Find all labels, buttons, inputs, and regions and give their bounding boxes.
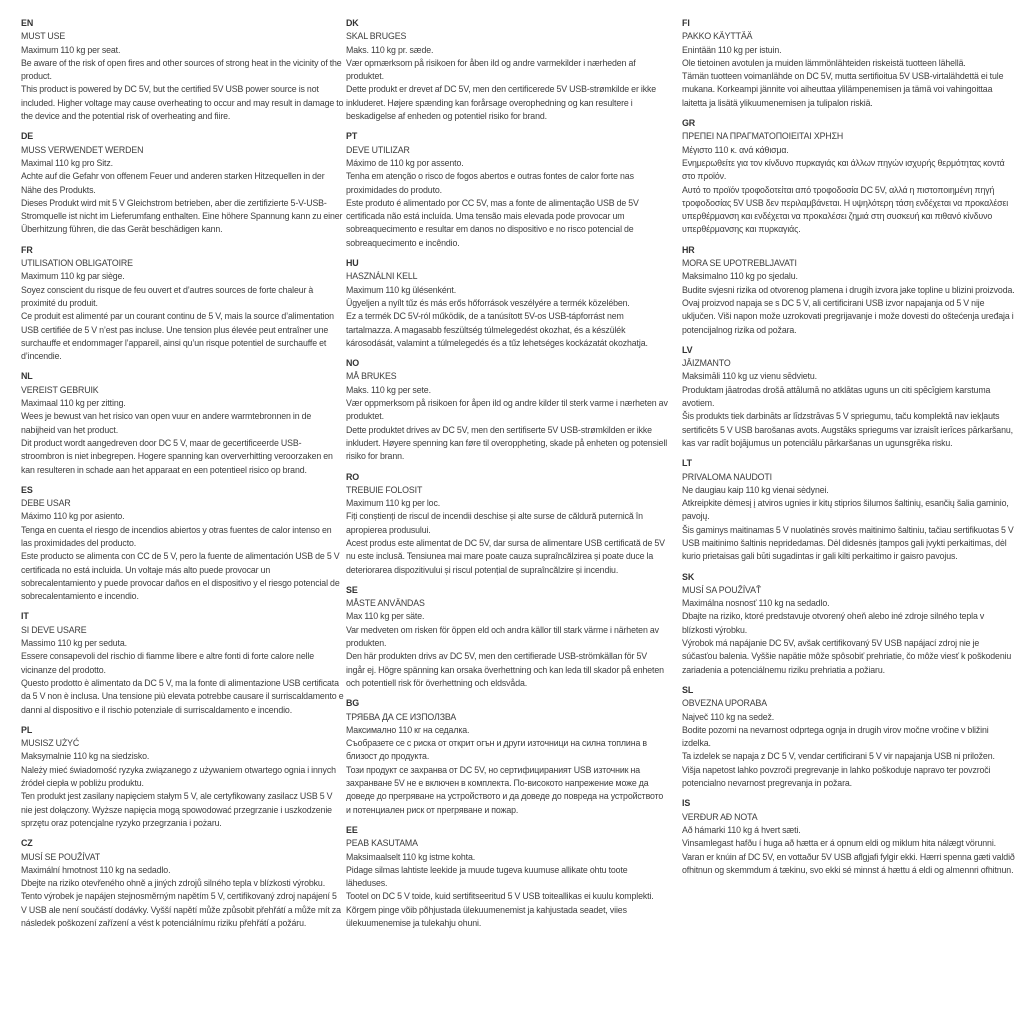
language-code: DE — [21, 131, 34, 142]
section-paragraph: Ta izdelek se napaja z DC 5 V, vendar certificirani 5 V vir napajanja USB ni priložen. Višja napetost lahko povzroči pregrevanje in lahko poškoduje napravo ter povzroči potencialno nevarnost pregrevanja in požara. — [682, 751, 995, 789]
section-title: MÅ BRUKES — [346, 371, 397, 382]
language-code: ES — [21, 484, 33, 495]
section-paragraph: Maximum 110 kg per loc. — [346, 498, 441, 509]
lang-section-ee — [346, 824, 668, 930]
section-paragraph: Tootel on DC 5 V toide, kuid sertifitseeritud 5 V USB toiteallikas ei kuulu komplekti. Kõrgem pinge võib põhjustada ülekuumenemist ja kahjustada seadet, viies ülekuumenemise ja tulekahju ohuni. — [346, 891, 654, 928]
language-code: BG — [346, 698, 360, 709]
column-3 — [682, 17, 1015, 877]
section-title: PEAB KASUTAMA — [346, 838, 418, 849]
column-2 — [346, 17, 668, 930]
section-paragraph: Ne daugiau kaip 110 kg vienai sėdynei. — [682, 484, 829, 495]
lang-section-hr — [682, 244, 1015, 337]
section-paragraph: Budite svjesni rizika od otvorenog plamena i drugih izvora jake topline u blizini proizvoda. — [682, 284, 1015, 295]
section-paragraph: Този продукт се захранва от DC 5V, но сертифицираният USB източник на захранване 5V не е включен в комплекта. По-високото напрежение може да доведе до прегряване на устройството и да доведе до повреда на устройството и потенциален риск от прегряване и пожар. — [346, 764, 664, 815]
section-paragraph: Šis produkts tiek darbināts ar līdzstrāvas 5 V spriegumu, taču komplektā nav iekļauts sertificēts 5 V USB barošanas avots. Augstāks spriegums var izraisīt ierīces pārkaršanu, kas var radīt bojājumus un potenciālu pārkaršanas un ugunsgrēka risku. — [682, 411, 1013, 448]
section-paragraph: This product is powered by DC 5V, but the certified 5V USB power source is not included. Higher voltage may cause overheating to occur and may result in damage to the device and the potential risk of overheating and fiire. — [21, 84, 344, 122]
section-title: HASZNÁLNI KELL — [346, 271, 418, 282]
section-paragraph: Soyez conscient du risque de feu ouvert et d’autres sources de forte chaleur à proximité du produit. — [21, 284, 314, 308]
section-paragraph: Be aware of the risk of open fires and other sources of strong heat in the vicinity of the product. — [21, 57, 342, 82]
section-paragraph: Maximální hmotnost 110 kg na sedadlo. — [21, 864, 171, 875]
lang-section-pt — [346, 130, 668, 250]
section-paragraph: Tenha em atenção o risco de fogos abertos e outras fontes de calor forte nas proximidades do produto. — [346, 171, 634, 195]
language-code: LV — [682, 344, 693, 355]
section-paragraph: Ovaj proizvod napaja se s DC 5 V, ali certificirani USB izvor napajanja od 5 V nije uključen. Viši napon može uzrokovati pregrijavanje i može dovesti do oštećenja uređaja i potencijalnog rizika od požara. — [682, 297, 1014, 335]
lang-section-es — [21, 484, 344, 604]
section-paragraph: Maksymalnie 110 kg na siedzisko. — [21, 751, 150, 762]
section-paragraph: Ez a termék DC 5V-ról működik, de a tanúsított 5V-os USB-tápforrást nem tartalmazza. A magasabb feszültség túlmelegedést okozhat, és a készülék károsodását, valamint a túlmelegedés és a tűz lehetséges kockázatát okozhatja. — [346, 311, 648, 348]
language-code: SE — [346, 584, 358, 595]
section-paragraph: Maks. 110 kg pr. sæde. — [346, 44, 434, 55]
section-paragraph: Dette produkt er drevet af DC 5V, men den certificerede 5V USB-strømkilde er ikke inkluderet. Højere spænding kan forårsage overophedning og kan resultere i beskadigelse af enheden og potentiel risiko for brand. — [346, 84, 657, 122]
language-code: IT — [21, 611, 29, 622]
section-paragraph: Maximaal 110 kg per zitting. — [21, 398, 126, 409]
section-title: VEREIST GEBRUIK — [21, 384, 99, 395]
section-title: ΠΡΕΠΕΙ ΝΑ ΠΡΑΓΜΑΤΟΠΟΙΕΙΤΑΙ ΧΡΗΣΗ — [682, 131, 844, 142]
section-paragraph: Съобразете се с риска от открит огън и други източници на силна топлина в близост до продукта. — [346, 738, 647, 762]
lang-section-fi — [682, 17, 1015, 110]
language-code: DK — [346, 18, 359, 28]
section-paragraph: Ole tietoinen avotulen ja muiden lämmönlähteiden riskeistä tuotteen lähellä. — [682, 57, 966, 68]
section-title: TREBUIE FOLOSIT — [346, 484, 423, 495]
language-code: IS — [682, 798, 691, 809]
lang-section-de — [21, 130, 344, 236]
section-paragraph: Tento výrobek je napájen stejnosměrným napětím 5 V, certifikovaný zdroj napájení 5 V USB ale není součástí dodávky. Vyšší napětí může způsobit přehřátí a může mít za následek poškození zařízení a vést k potenciálnímu riziku přehřátí a požáru. — [21, 891, 341, 928]
lang-section-sl — [682, 684, 1015, 790]
section-paragraph: Máximo 110 kg por asiento. — [21, 511, 125, 522]
section-title: UTILISATION OBLIGATOIRE — [21, 258, 133, 269]
section-title: DEBE USAR — [21, 498, 71, 509]
section-title: OBVEZNA UPORABA — [682, 698, 768, 709]
lang-section-no — [346, 357, 668, 463]
language-code: SK — [682, 571, 695, 582]
lang-section-en — [21, 17, 344, 123]
section-paragraph: Tämän tuotteen voimanlähde on DC 5V, mutta sertifioitua 5V USB-virtalähdettä ei tule mukana. Korkeampi jännite voi aiheuttaa ylilämpenemisen ja tämä voi vahingoittaa laitetta ja lisätä ylikuumenemisen ja tulipalon riskiä. — [682, 71, 1004, 108]
language-code: PT — [346, 131, 358, 142]
language-code: EE — [346, 824, 358, 835]
section-title: SI DEVE USARE — [21, 624, 87, 635]
section-paragraph: Enintään 110 kg per istuin. — [682, 44, 782, 55]
section-title: MUSÍ SA POUŽÍVAŤ — [682, 584, 762, 595]
section-paragraph: Máximo de 110 kg por assento. — [346, 157, 464, 168]
language-code: GR — [682, 118, 696, 129]
section-title: JĀIZMANTO — [682, 358, 731, 369]
section-paragraph: Den här produkten drivs av DC 5V, men den certifierade USB-strömkällan för 5V ingår ej. Högre spänning kan orsaka överhettning och kan leda till skador på enheten och potentiell risk för överhettning och eldsvåda. — [346, 651, 664, 688]
lang-section-hu — [346, 257, 668, 350]
section-paragraph: Šis gaminys maitinamas 5 V nuolatinės srovės maitinimo šaltiniu, tačiau sertifikuotas 5 V USB maitinimo šaltinis nepridedamas. Dėl didesnės įtampos gali įvykti perkaitimas, dėl kurio prietaisas gali būti sugadintas ir gali kilti perkaitimo ir gaisro pavojus. — [682, 524, 1014, 562]
language-code: SL — [682, 684, 694, 695]
section-paragraph: Maksimalno 110 kg po sjedalu. — [682, 271, 798, 282]
section-title: MORA SE UPOTREBLJAVATI — [682, 258, 797, 269]
section-title: MUSISZ UŻYĆ — [21, 738, 80, 749]
language-code: FI — [682, 18, 690, 28]
section-title: MÅSTE ANVÄNDAS — [346, 598, 425, 609]
section-paragraph: Wees je bewust van het risico van open vuur en andere warmtebronnen in de nabijheid van het product. — [21, 411, 312, 435]
section-paragraph: Največ 110 kg na sedež. — [682, 711, 775, 722]
section-paragraph: Questo prodotto è alimentato da DC 5 V, ma la fonte di alimentazione USB certificata da 5 V non è inclusa. Una tensione più elevata potrebbe causare il surriscaldamento e danni al dispositivo e il rischio potenziale di surriscaldamento e incendio. — [21, 677, 344, 715]
lang-section-pl — [21, 724, 344, 830]
section-title: MUSS VERWENDET WERDEN — [21, 144, 144, 155]
section-paragraph: Að hámarki 110 kg á hvert sæti. — [682, 824, 801, 835]
section-title: VERÐUR AÐ NOTA — [682, 811, 758, 822]
lang-section-nl — [21, 370, 344, 476]
lang-section-it — [21, 610, 344, 716]
section-paragraph: Ce produit est alimenté par un courant continu de 5 V, mais la source d’alimentation USB certifiée de 5 V n’est pas incluse. Une tension plus élevée peut entraîner une surchauffe et endommager l’appareil, ainsi qu’un risque potentiel de surchauffe et d’incendie. — [21, 311, 334, 362]
section-paragraph: Este produto é alimentado por CC 5V, mas a fonte de alimentação USB de 5V certificada não está incluída. Uma tensão mais elevada pode provocar um sobreaquecimento e resultar em danos no dispositivo e no risco potencial de sobreaquecimento e incêndio. — [346, 197, 639, 248]
lang-section-fr — [21, 244, 344, 364]
section-paragraph: Dbejte na riziko otevřeného ohně a jiných zdrojů silného tepla v blízkosti výrobku. — [21, 878, 326, 889]
section-paragraph: Maximum 110 kg par siège. — [21, 271, 125, 282]
section-title: SKAL BRUGES — [346, 31, 407, 42]
language-code: HR — [682, 244, 695, 255]
language-code: RO — [346, 471, 360, 482]
section-title: MUST USE — [21, 31, 66, 42]
section-paragraph: Bodite pozorni na nevarnost odprtega ognja in drugih virov močne vročine v bližini izdelka. — [682, 724, 989, 749]
section-paragraph: Var medveten om risken för öppen eld och andra källor till stark värme i närheten av produkten. — [346, 624, 659, 649]
section-paragraph: Varan er knúin af DC 5V, en vottaður 5V USB aflgjafi fylgir ekki. Hærri spenna gæti valdið ofhitnun og skemmdum á tækinu, svo ekki sé minnst á hættu á eldi og almennri ofhitnun. — [682, 851, 1015, 875]
lang-section-se — [346, 584, 668, 690]
section-paragraph: Dieses Produkt wird mit 5 V Gleichstrom betrieben, aber die zertifizierte 5-V-USB-Stromquelle ist nicht im Lieferumfang enthalten. Eine höhere Spannung kann zu einer Überhitzung führen, die das Gerät beschädigen kann. — [21, 197, 343, 235]
lang-section-lv — [682, 344, 1015, 450]
section-paragraph: Atkreipkite dėmesį į atviros ugnies ir kitų stiprios šilumos šaltinių, esančių šalia gaminio, pavojų. — [682, 498, 1009, 522]
section-paragraph: Vær opmærksom på risikoen for åben ild og andre varmekilder i nærheden af produktet. — [346, 57, 636, 82]
section-paragraph: Vær oppmerksom på risikoen for åpen ild og andre kilder til sterk varme i nærheten av produktet. — [346, 398, 668, 422]
lang-section-lt — [682, 457, 1015, 563]
language-code: PL — [21, 724, 33, 735]
section-paragraph: Ügyeljen a nyílt tűz és más erős hőforrások veszélyére a termék közelében. — [346, 297, 630, 308]
language-code: EN — [21, 18, 34, 28]
lang-section-gr — [682, 117, 1015, 237]
section-paragraph: Maksimaalselt 110 kg istme kohta. — [346, 851, 476, 862]
language-code: FR — [21, 244, 33, 255]
section-paragraph: Tenga en cuenta el riesgo de incendios abiertos y otras fuentes de calor intenso en las proximidades del producto. — [21, 524, 332, 548]
section-paragraph: Αυτό το προϊόν τροφοδοτείται από τροφοδοσία DC 5V, αλλά η πιστοποιημένη πηγή τροφοδοσίας 5V USB δεν περιλαμβάνεται. Η υψηλότερη τάση ενδέχεται να προκαλέσει υπερθέρμανση και ενδέχεται να προκαλέσει ζημιά στη συσκευή και πιθανό κίνδυνο υπερθέρμανσης και πυρκαγιάς. — [682, 184, 1009, 235]
lang-section-sk — [682, 571, 1015, 677]
section-title: ТРЯБВА ДА СЕ ИЗПОЛЗВА — [346, 711, 457, 722]
section-paragraph: Maksimāli 110 kg uz vienu sēdvietu. — [682, 371, 817, 382]
language-code: NL — [21, 371, 33, 382]
lang-section-dk — [346, 17, 668, 123]
section-paragraph: Fiți conștienți de riscul de incendii deschise și alte surse de căldură puternică în apropierea produsului. — [346, 511, 643, 535]
language-code: HU — [346, 258, 359, 269]
section-paragraph: Maks. 110 kg per sete. — [346, 384, 431, 395]
section-paragraph: Vinsamlegast hafðu í huga að hætta er á opnum eldi og miklum hita nálægt vörunni. — [682, 838, 996, 849]
section-paragraph: Achte auf die Gefahr von offenem Feuer und anderen starken Hitzequellen in der Nähe des Produkts. — [21, 171, 325, 195]
section-paragraph: Produktam jāatrodas drošā attālumā no atklātas uguns un citi spēcīgiem karstuma avotiem. — [682, 384, 991, 409]
section-paragraph: Este producto se alimenta con CC de 5 V, pero la fuente de alimentación USB de 5 V certificada no está incluida. Un voltaje más alto puede provocar un sobrecalentamiento y puede provocar daños en el dispositivo y el riesgo potencial de sobrecalentamiento e incendio. — [21, 551, 340, 602]
section-paragraph: Essere consapevoli del rischio di fiamme libere e altre fonti di forte calore nelle vicinanze del prodotto. — [21, 651, 315, 675]
language-code: NO — [346, 358, 360, 369]
section-paragraph: Acest produs este alimentat de DC 5V, dar sursa de alimentare USB certificată de 5V nu este inclusă. Tensiunea mai mare poate cauza supraîncălzirea și poate duce la deteriorarea dispozitivului și riscul potențial de supraîncălzire și incendiu. — [346, 537, 665, 575]
section-paragraph: Massimo 110 kg per seduta. — [21, 638, 127, 649]
section-paragraph: Maximum 110 kg ülésenként. — [346, 284, 457, 295]
section-paragraph: Ten produkt jest zasilany napięciem stałym 5 V, ale certyfikowany zasilacz USB 5 V nie jest dołączony. Wyższe napięcia mogą spowodować przegrzanie i uszkodzenie sprzętu oraz potencjalne ryzyko przegrzania i pożaru. — [21, 791, 333, 828]
section-title: MUSÍ SE POUŽÍVAT — [21, 851, 100, 862]
section-paragraph: Dette produktet drives av DC 5V, men den sertifiserte 5V USB-strømkilden er ikke inkludert. Høyere spenning kan føre til overoppheting, skade på enheten og potensiell risiko for brann. — [346, 424, 668, 462]
section-paragraph: Maximum 110 kg per seat. — [21, 44, 121, 55]
section-title: PAKKO KÄYTTÄÄ — [682, 31, 753, 42]
section-paragraph: Максимално 110 кг на седалка. — [346, 724, 470, 735]
language-code: CZ — [21, 838, 33, 849]
section-paragraph: Ενημερωθείτε για τον κίνδυνο πυρκαγιάς και άλλων πηγών ισχυρής θερμότητας κοντά στο προϊόν. — [682, 157, 1005, 182]
section-title: PRIVALOMA NAUDOTI — [682, 471, 772, 482]
lang-section-bg — [346, 697, 668, 817]
section-paragraph: Należy mieć świadomość ryzyka związanego z używaniem otwartego ognia i innych źródeł ciepła w pobliżu produktu. — [21, 764, 336, 789]
section-paragraph: Μέγιστο 110 κ. ανά κάθισμα. — [682, 144, 789, 155]
section-title: DEVE UTILIZAR — [346, 144, 410, 155]
section-paragraph: Maximálna nosnosť 110 kg na sedadlo. — [682, 598, 830, 609]
lang-section-ro — [346, 471, 668, 577]
section-paragraph: Výrobok má napájanie DC 5V, avšak certifikovaný 5V USB napájací zdroj nie je súčasťou balenia. Vyššie napätie môže spôsobiť prehriatie, čo môže viesť k poškodeniu zariadenia a potenciálnemu riziku prehriatia a požiaru. — [682, 638, 1012, 675]
section-paragraph: Dit product wordt aangedreven door DC 5 V, maar de gecertificeerde USB-stroombron is niet inbegrepen. Hogere spanning kan oververhitting veroorzaken en kan resulteren in schade aan het apparaat en een potentieel risico op brand. — [21, 437, 333, 475]
column-1 — [21, 17, 344, 930]
lang-section-is — [682, 797, 1015, 877]
section-paragraph: Max 110 kg per säte. — [346, 611, 425, 622]
lang-section-cz — [21, 837, 344, 930]
section-paragraph: Pidage silmas lahtiste leekide ja muude tugeva kuumuse allikate ohtu toote läheduses. — [346, 864, 628, 889]
section-paragraph: Dbajte na riziko, ktoré predstavuje otvorený oheň alebo iné zdroje silného tepla v blízkosti výrobku. — [682, 611, 985, 635]
language-code: LT — [682, 458, 692, 469]
section-paragraph: Maximal 110 kg pro Sitz. — [21, 157, 113, 168]
